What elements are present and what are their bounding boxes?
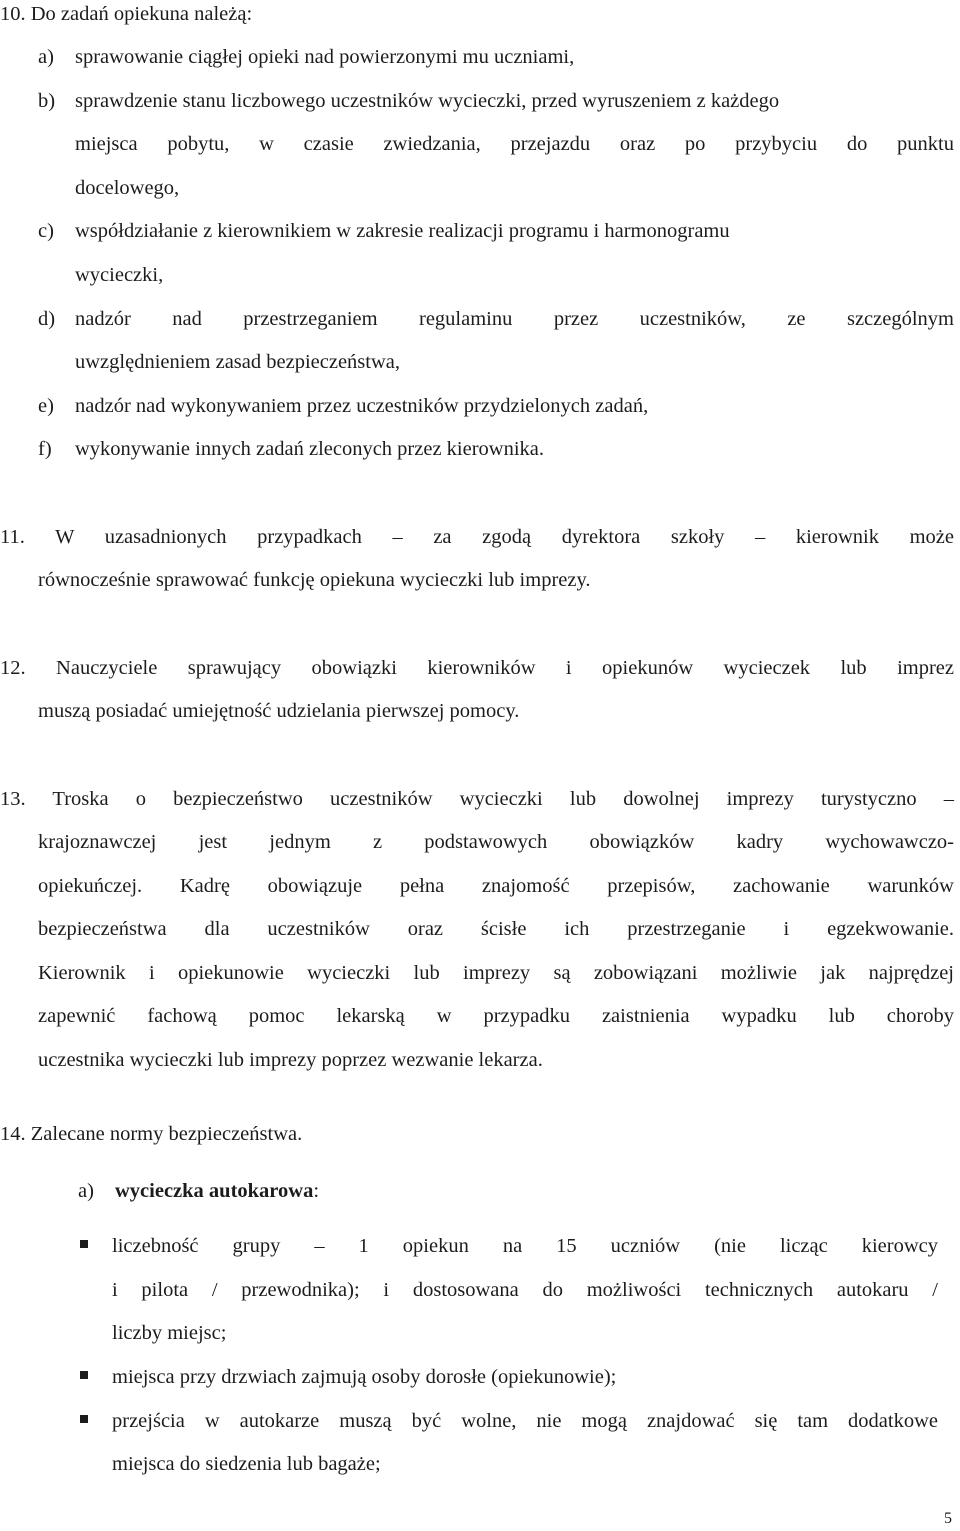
list-text: współdziałanie z kierownikiem w zakresie realizacji programu i harmonogramu — [75, 220, 730, 242]
subsection-a-heading — [78, 1181, 319, 1202]
bullet-text-continuation: miejsca do siedzenia lub bagaże; — [112, 1453, 381, 1475]
section-13-line: krajoznawczej jest jednym z podstawowych obowiązków kadry wychowawczo- — [38, 831, 954, 853]
subsection-title: wycieczka autokarowa — [115, 1180, 314, 1202]
list-label: a) — [38, 46, 54, 68]
list-item-e — [38, 396, 648, 417]
list-text: nadzór nad wykonywaniem przez uczestników przydzielonych zadań, — [75, 395, 649, 417]
section-12-line: muszą posiadać umiejętność udzielania pierwszej pomocy. — [38, 700, 520, 722]
list-label: c) — [38, 220, 54, 242]
list-label: d) — [38, 308, 56, 330]
section-10-heading: 10. Do zadań opiekuna należą: — [0, 3, 253, 25]
bullet-icon — [80, 1371, 88, 1379]
section-13-line: bezpieczeństwa dla uczestników oraz ścisłe ich przestrzeganie i egzekwowanie. — [38, 918, 954, 940]
list-text: sprawowanie ciągłej opieki nad powierzonymi mu uczniami, — [75, 46, 575, 68]
section-14-heading: 14. Zalecane normy bezpieczeństwa. — [0, 1123, 303, 1145]
list-item-c — [38, 221, 730, 242]
bullet-text-continuation: liczby miejsc; — [112, 1322, 227, 1344]
list-item-d — [38, 309, 954, 330]
section-13-line: uczestnika wycieczki lub imprezy poprzez wezwanie lekarza. — [38, 1049, 543, 1071]
list-text-continuation: miejsca pobytu, w czasie zwiedzania, przejazdu oraz po przybyciu do punktu — [75, 133, 954, 155]
bullet-text: liczebność grupy – 1 opiekun na 15 uczniów (nie licząc kierowcy — [112, 1235, 938, 1257]
list-item-b — [38, 91, 779, 112]
list-text: sprawdzenie stanu liczbowego uczestników wycieczki, przed wyruszeniem z każdego — [75, 90, 780, 112]
bullet-text: miejsca przy drzwiach zajmują osoby dorosłe (opiekunowie); — [112, 1366, 617, 1388]
subsection-colon: : — [313, 1180, 320, 1202]
list-label: e) — [38, 395, 54, 417]
list-text-continuation: docelowego, — [75, 177, 180, 199]
list-text-continuation: wycieczki, — [75, 264, 164, 286]
list-text: nadzór nad przestrzeganiem regulaminu przez uczestników, ze szczególnym — [75, 308, 954, 330]
section-13-line: 13. Troska o bezpieczeństwo uczestników wycieczki lub dowolnej imprezy turystyczno – — [0, 788, 954, 810]
bullet-icon — [80, 1240, 88, 1248]
list-label: f) — [38, 438, 52, 460]
section-11-line: 11. W uzasadnionych przypadkach – za zgodą dyrektora szkoły – kierownik może — [0, 526, 954, 548]
bullet-text: przejścia w autokarze muszą być wolne, nie mogą znajdować się tam dodatkowe — [112, 1410, 938, 1432]
section-13-line: zapewnić fachową pomoc lekarską w przypadku zaistnienia wypadku lub choroby — [38, 1005, 954, 1027]
section-13-line: Kierownik i opiekunowie wycieczki lub imprezy są zobowiązani możliwie jak najprędzej — [38, 962, 954, 984]
section-12-line: 12. Nauczyciele sprawujący obowiązki kierowników i opiekunów wycieczek lub imprez — [0, 657, 954, 679]
section-11-line: równocześnie sprawować funkcję opiekuna wycieczki lub imprezy. — [38, 569, 591, 591]
subsection-label: a) — [78, 1180, 94, 1202]
list-text: wykonywanie innych zadań zleconych przez kierownika. — [75, 438, 545, 460]
section-13-line: opiekuńczej. Kadrę obowiązuje pełna znajomość przepisów, zachowanie warunków — [38, 875, 954, 897]
list-item-f — [38, 439, 544, 460]
list-item-a — [38, 47, 574, 68]
page-number: 5 — [944, 1510, 952, 1527]
bullet-text-continuation: i pilota / przewodnika); i dostosowana do możliwości technicznych autokaru / — [112, 1279, 938, 1301]
list-text-continuation: uwzględnieniem zasad bezpieczeństwa, — [75, 351, 400, 373]
bullet-icon — [80, 1415, 88, 1423]
list-label: b) — [38, 90, 56, 112]
